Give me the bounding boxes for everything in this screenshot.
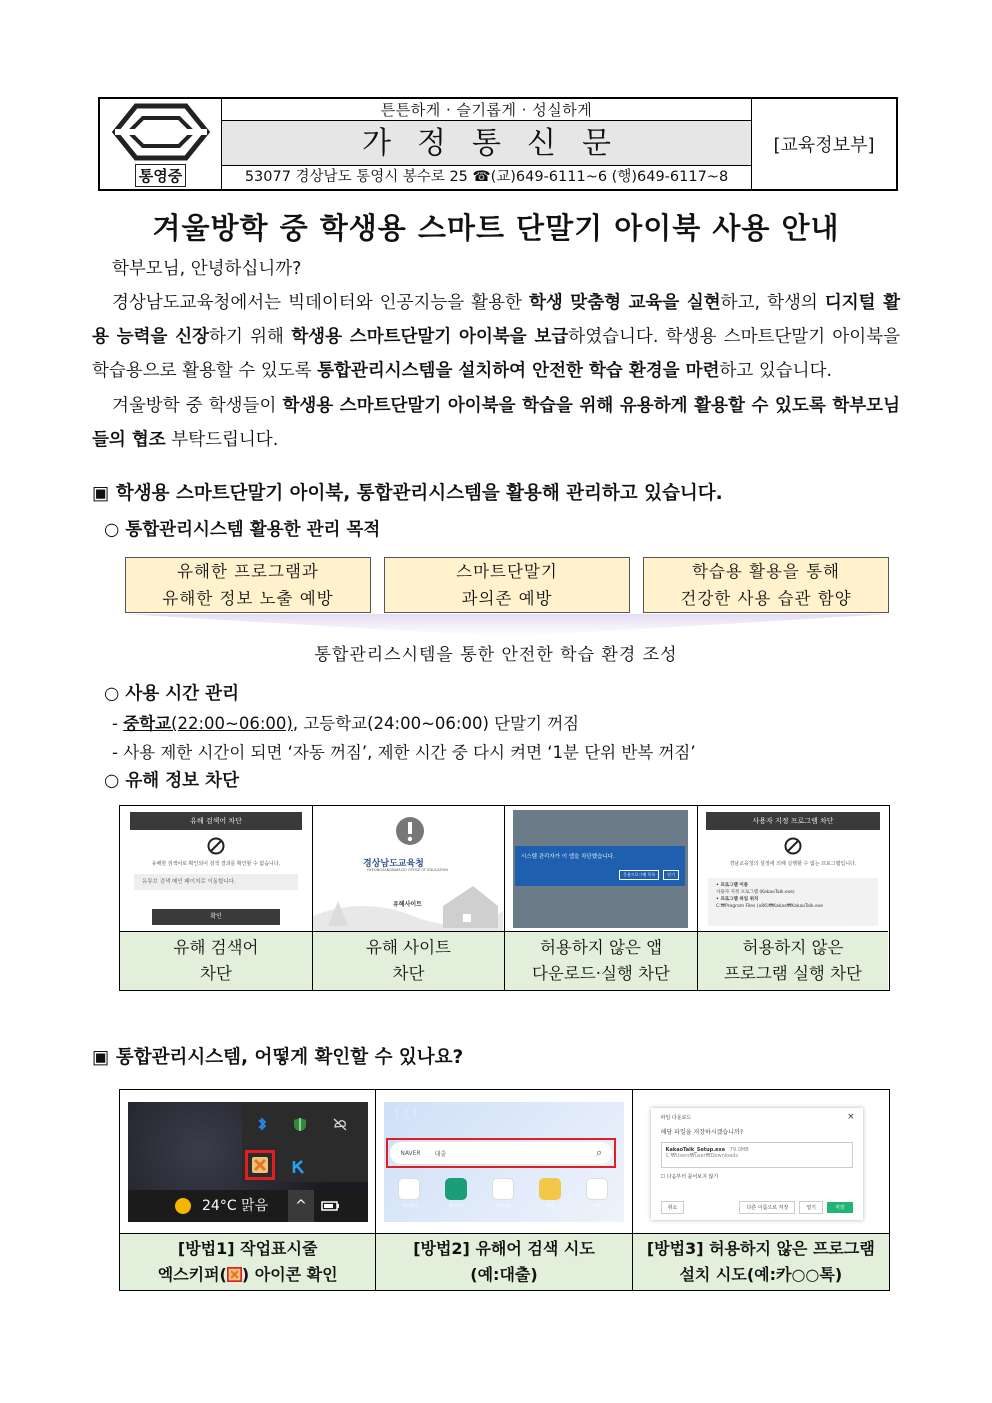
logo-text: 통영중 [135,164,186,187]
no-entry-icon [783,836,803,856]
block-caption [313,932,504,990]
caption-line: 설치 시도(예:카○○톡) [679,1265,843,1284]
block-item-site [313,806,505,990]
goal-box-1 [125,557,371,613]
save-button[interactable]: 저장 [827,1202,853,1213]
caption-line: 유해 사이트 [366,938,451,957]
caption-line: [방법3] 허용하지 않은 프로그램 [646,1239,875,1258]
search-icon[interactable]: ⌕ [596,1146,603,1159]
battery-icon[interactable] [320,1198,342,1214]
block-caption [505,932,697,990]
dialog-title: 파일 다운로드 [660,1115,692,1121]
school-motto: 튼튼하게 · 슬기롭게 · 성실하게 [222,99,751,121]
xkeeper-icon [251,1156,269,1174]
app-icon[interactable] [492,1178,514,1209]
file-size: 79.0MB [729,1147,749,1153]
goal-box-3 [643,557,889,613]
app-label: 메타버스 [448,1203,465,1208]
goal-box-2 [384,557,630,613]
app-icon-row [398,1178,608,1209]
caption-line: 차단 [200,964,232,983]
screen-text: 시스템 관리자가 이 앱을 차단했습니다. [521,854,615,860]
cloud-off-icon [332,1116,348,1132]
dialog-buttons [661,1201,853,1214]
app-icon[interactable] [398,1178,420,1209]
caption-line: 다운로드·실행 차단 [531,964,670,983]
weather-text: 24°C 맑음 [202,1198,269,1214]
page-title: 겨울방학 중 학생용 스마트 단말기 아이북 사용 안내 [152,211,840,245]
screenshot-search-block [120,806,312,932]
block-table [119,805,890,991]
department-label: [교육정보부] [773,135,875,156]
caption-line: 프로그램 실행 차단 [723,964,862,983]
goal-line: 건강한 사용 습관 함양 [680,589,852,608]
save-as-button[interactable]: 다른 이름으로 저장 [739,1201,795,1214]
grid-menu-icon[interactable]: ⋮⋮⋮ [392,1108,420,1118]
bluetooth-icon [254,1116,270,1132]
file-name: KakaoTalk_Setup.exe [665,1147,726,1153]
app-icon[interactable] [586,1178,608,1209]
search-input[interactable] [390,1142,612,1164]
screenshot-taskbar [120,1090,375,1234]
school-address: 53077 경상남도 통영시 봉수로 25 ☎(교)649-6111~6 (행)649-6117~8 [244,169,729,185]
checkbox-label: 다음부터 묻어보지 않기 [666,1174,719,1180]
search-brand: NAVER [400,1149,421,1157]
warning-icon [395,816,425,846]
sun-icon [174,1197,192,1215]
goal-line: 학습용 활용을 통해 [691,562,840,581]
screenshot-download [633,1090,889,1234]
app-label: 워치 [546,1203,555,1208]
time-heading: ○ 사용 시간 관리 [104,684,239,704]
letter-title: 가정통신문 [222,121,751,166]
app-label: 씨앗 [593,1203,602,1208]
method-table [119,1089,890,1291]
program-path-value: C:₩Program Files (x86)₩Kakao₩KakaoTalk.exe [716,904,823,909]
funnel-arrow [125,614,891,638]
caption-line: 차단 [392,964,425,983]
app-icon[interactable] [539,1178,561,1209]
tray-chevron-up-icon[interactable]: ^ [288,1190,314,1222]
file-path: C:₩Users₩user₩Downloads [665,1153,739,1159]
xkeeper-icon [227,1267,242,1282]
screen-title: 사용자 지정 프로그램 차단 [706,812,880,830]
intro-paragraph-1: 경상남도교육청에서는 빅데이터와 인공지능을 활용한 학생 맞춤형 교육을 실현하고, 학생의 디지털 활용 능력을 신장하기 위해 학생용 스마트단말기 아이북을 보급하였습니다. 학생용 스마트단말기 아이북을 학습용으로 활용할 수 있도록 통합관리시스템을 설치하여 안전한 학습 환경을 마련하고 있습니다. [92,293,901,381]
goal-line: 스마트단말기 [456,562,558,581]
method-caption [376,1234,631,1290]
screenshot-app-block [505,806,697,932]
block-dialog [515,846,685,886]
cancel-button[interactable]: 취소 [661,1201,685,1214]
goal-line: 유해한 정보 노출 예방 [162,589,334,608]
caption-line: 엑스키퍼( ) 아이콘 확인 [157,1265,338,1284]
screen-org-english: GYEONGSANGNAM-DO OFFICE OF EDUCATION [367,868,448,872]
k-app-icon [290,1158,308,1176]
screen-text: 경남교육청의 설정에 의해 실행할 수 없는 프로그램입니다. [729,861,857,867]
download-dialog [651,1108,863,1220]
program-info [708,878,878,926]
purpose-heading: ○ 통합관리시스템 활용한 관리 목적 [104,520,381,540]
caption-line: 유해 검색어 [173,938,259,957]
method-item-3 [633,1090,889,1290]
program-name-label: • 프로그램 이름 [716,883,749,888]
open-button[interactable]: 열기 [799,1201,823,1214]
letter-header [98,97,898,191]
dialog-question: 해당 파일을 저장하시겠습니까? [660,1129,744,1136]
school-logo [100,99,222,189]
screen-apps-button: 응용프로그램 목록 [619,870,659,880]
screen-confirm-button: 확인 [152,909,280,925]
caption-line: 허용하지 않은 앱 [539,938,663,957]
school-emblem-icon [111,102,211,162]
app-label: 정보나라 [495,1203,512,1208]
screen-org-name: 경상남도교육청 [363,859,424,869]
section-1-heading: ▣ 학생용 스마트단말기 아이북, 통합관리시스템을 활용해 관리하고 있습니다. [92,483,723,504]
screen-text-2: 유튜브 검색 메인 페이지로 이동합니다. [134,874,298,890]
file-info [661,1142,853,1168]
block-caption [120,932,312,990]
method-caption [120,1234,375,1290]
block-item-search [120,806,313,990]
block-caption [698,932,888,990]
screen-label: 유해사이트 [393,901,422,908]
method-item-2 [376,1090,632,1290]
block-item-program [698,806,888,990]
caption-line: (예:대출) [470,1265,538,1284]
screenshot-search [376,1090,631,1234]
screen-title: 유해 검색어 차단 [130,812,302,830]
goal-result: 통합관리스시템을 통한 안전한 학습 환경 조성 [314,645,678,665]
dont-ask-checkbox[interactable]: ☐ 다음부터 묻어보지 않기 [660,1174,719,1180]
method-caption [633,1234,889,1290]
app-icon[interactable] [445,1178,467,1209]
screenshot-site-block [313,806,504,932]
shield-icon [292,1116,308,1132]
block-heading: ○ 유해 정보 차단 [104,771,239,791]
block-item-app [505,806,698,990]
section-2-heading: ▣ 통합관리시스템, 어떻게 확인할 수 있나요? [92,1047,464,1068]
search-query: 대출 [434,1150,447,1158]
time-line-1: - 중학교(22:00~06:00), 고등학교(24:00~06:00) 단말기 꺼짐 [112,714,580,733]
caption-line: [방법1] 작업표시줄 [177,1239,318,1258]
intro-paragraph-2: 겨울방학 중 학생들이 학생용 스마트단말기 아이북을 학습을 위해 유용하게 활용할 수 있도록 학부모님들의 협조 부탁드립니다. [92,396,900,450]
close-icon[interactable]: × [847,1112,855,1122]
caption-line: [방법2] 유해어 검색 시도 [413,1239,595,1258]
screenshot-program-block [698,806,888,932]
no-entry-icon [206,836,226,856]
program-name-value: 사용자 지정 프로그램 (KakaoTalk.exe) [716,890,795,895]
screen-close-button: 닫기 [663,870,679,880]
program-path-label: • 프로그램 파일 위치 [716,897,759,902]
greeting: 학부모님, 안녕하십니까? [112,259,302,279]
goal-line: 유해한 프로그램과 [177,562,319,581]
caption-line: 허용하지 않은 [742,938,844,957]
method-item-1 [120,1090,376,1290]
goal-line: 과의존 예방 [461,589,553,608]
app-label: 학교종이 [401,1203,418,1208]
screen-text: 유해한 검색어로 확인되어 검색 결과를 확인할 수 없습니다. [151,861,281,867]
time-line-2: - 사용 제한 시간이 되면 ‘자동 꺼짐’, 제한 시간 중 다시 켜면 ‘1분 단위 반복 꺼짐’ [112,743,696,762]
